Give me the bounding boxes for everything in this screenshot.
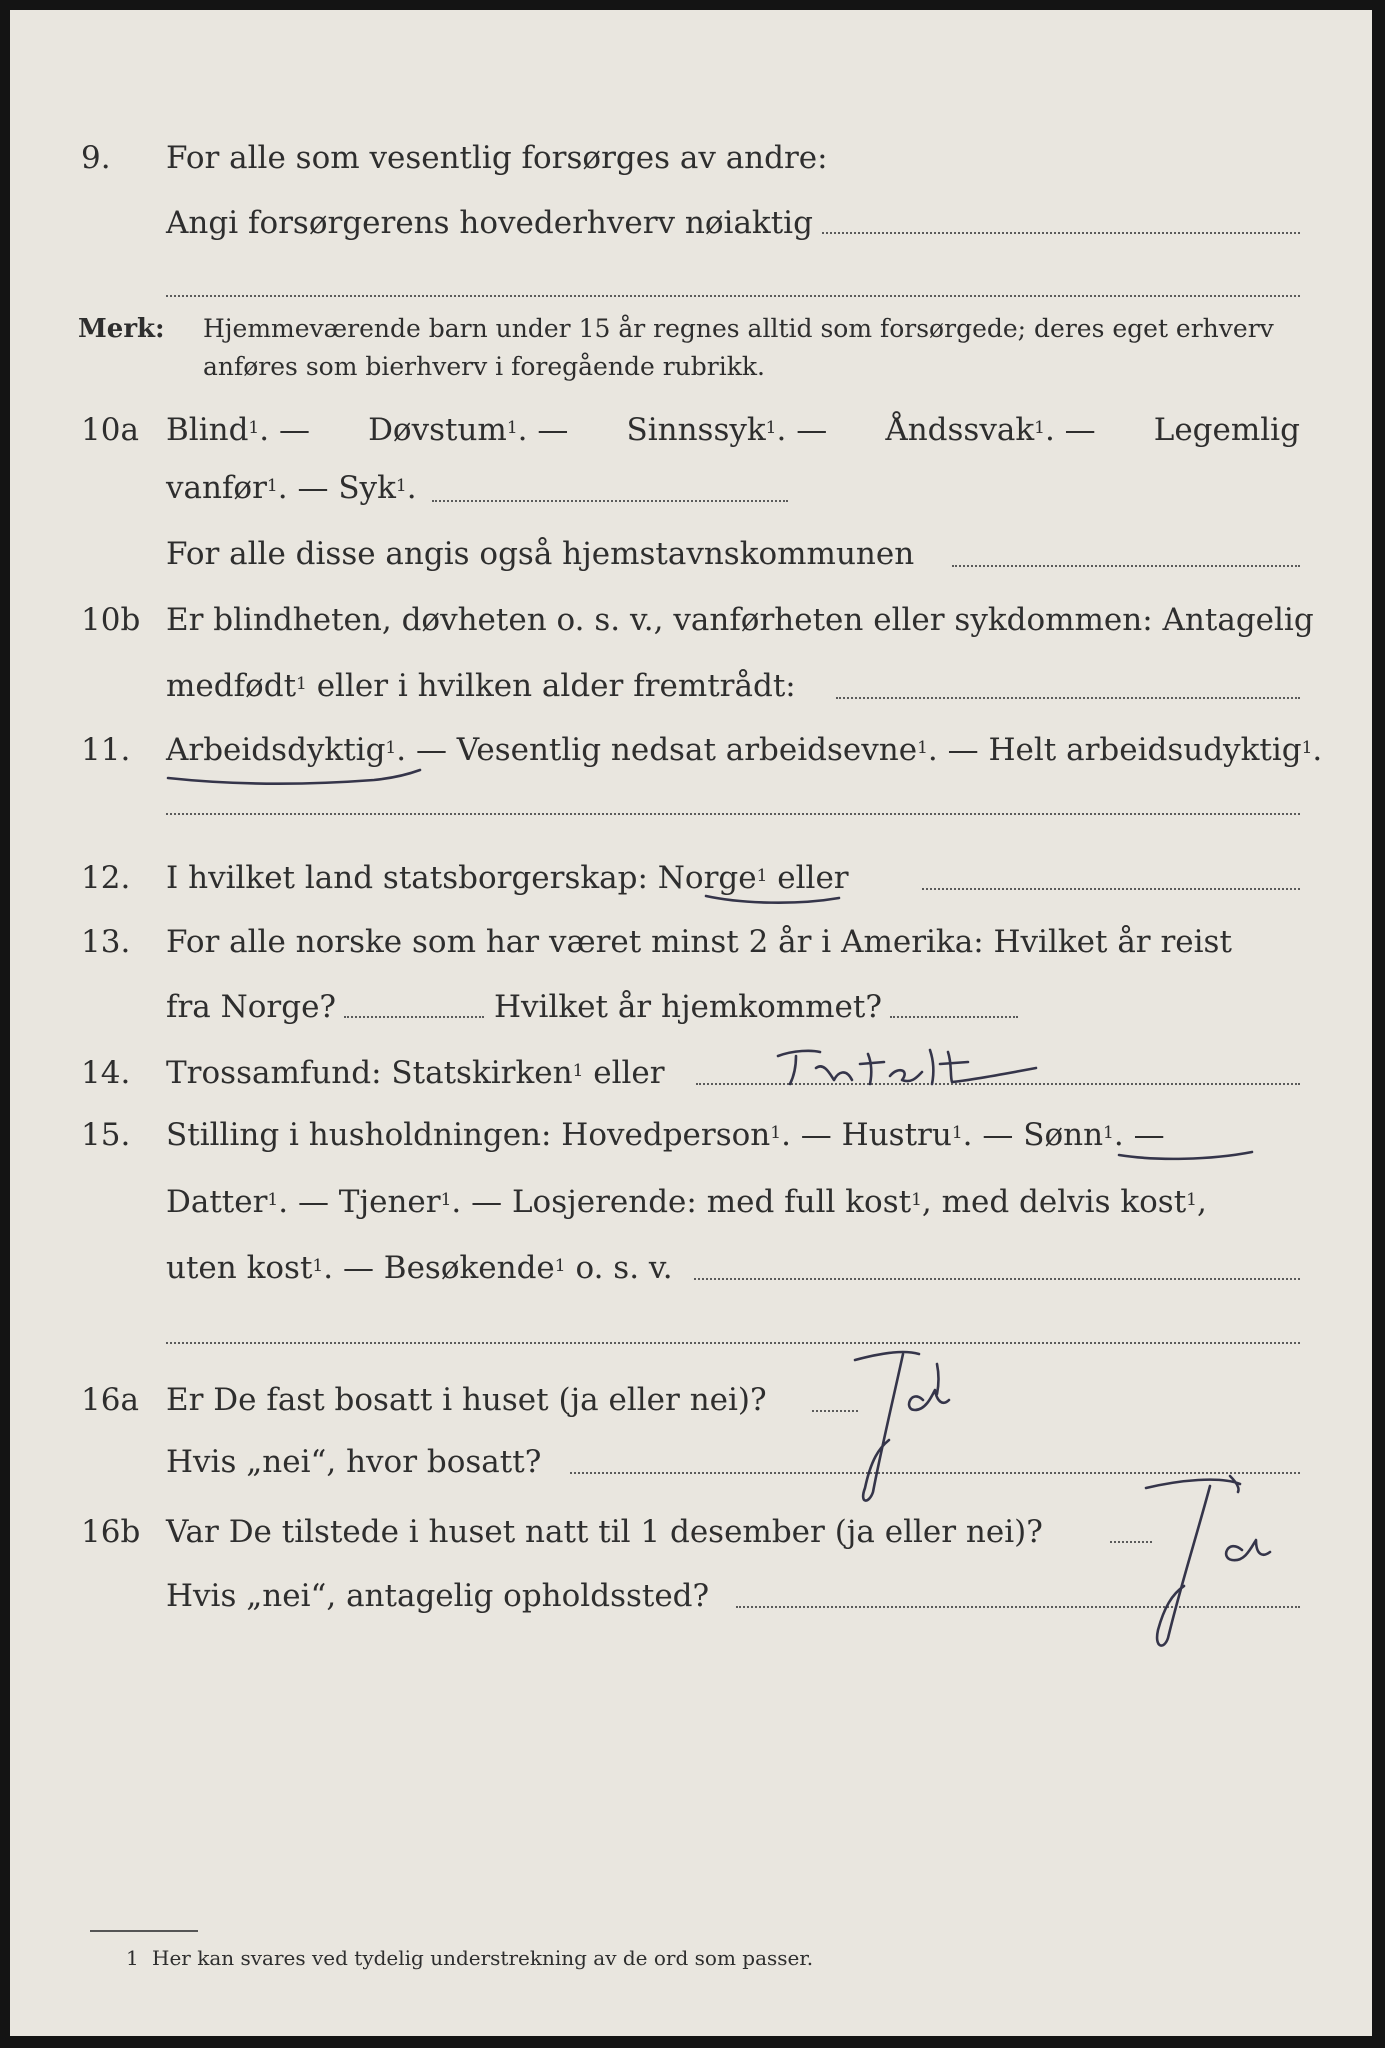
option-tjener[interactable]: . — Tjener xyxy=(278,1184,441,1220)
q15-line3: uten kost$^1$. — Besøkende$^1$ o. s. v. xyxy=(166,1250,673,1286)
q10a-line3: For alle disse angis også hjemstavnskommunen xyxy=(166,536,915,572)
option-sonn[interactable]: Sønn xyxy=(1023,1117,1104,1153)
q10a-line2: vanfør$^1$. — Syk$^1$. xyxy=(166,470,417,506)
q16b-handwritten-answer xyxy=(1110,1458,1310,1658)
option-udyktig[interactable]: . — Helt arbeidsudyktig xyxy=(927,732,1302,768)
q15-answer-line[interactable] xyxy=(694,1278,1300,1280)
q10b-number: 10b xyxy=(81,602,141,638)
q10a-syk-line[interactable] xyxy=(432,500,788,502)
option-blind[interactable]: Blind xyxy=(166,412,249,448)
q16b-line1: Var De tilstede i huset natt til 1 desember (ja eller nei)? xyxy=(166,1514,1043,1550)
option-delvis-kost[interactable]: , med delvis kost xyxy=(921,1184,1187,1220)
option-nedsat[interactable]: . — Vesentlig nedsat arbeidsevne xyxy=(396,732,918,768)
q13-hjemkommet-line[interactable] xyxy=(890,1016,1018,1018)
merk-line1: Hjemmeværende barn under 15 år regnes alltid som forsørgede; deres eget erhverv xyxy=(203,314,1274,343)
footnote-mark: 1 xyxy=(126,1946,139,1970)
q12-number: 12. xyxy=(81,860,131,896)
q15-line1: Stilling i husholdningen: Hovedperson$^1$. — Hustru$^1$. — Sønn$^1$. — xyxy=(166,1117,1165,1153)
option-medfodt[interactable]: medfødt xyxy=(166,668,297,704)
option-dovstum[interactable]: Døvstum xyxy=(368,412,507,448)
q12-underline-mark xyxy=(703,890,843,910)
q9-line1: For alle som vesentlig forsørges av andre: xyxy=(166,140,828,176)
option-arbeidsdyktig[interactable]: Arbeidsdyktig xyxy=(166,732,386,768)
footnote-rule xyxy=(90,1930,198,1932)
q11-line1: Arbeidsdyktig$^1$. — Vesentlig nedsat arbeidsevne$^1$. — Helt arbeidsudyktig$^1$. xyxy=(166,732,1323,768)
q11-number: 11. xyxy=(81,732,131,768)
merk-line2: anføres som bierhverv i foregående rubrikk. xyxy=(203,352,765,381)
q16b-line2: Hvis „nei“, antagelig opholdssted? xyxy=(166,1578,710,1614)
q10b-alder-line[interactable] xyxy=(836,697,1300,699)
q12-other-country-line[interactable] xyxy=(922,888,1300,890)
q12-line: I hvilket land statsborgerskap: Norge$^1$ eller xyxy=(166,860,849,896)
q13-reist-line[interactable] xyxy=(344,1016,484,1018)
q13-line1: For alle norske som har været minst 2 år i Amerika: Hvilket år reist xyxy=(166,924,1232,960)
q11-line-2[interactable] xyxy=(166,813,1300,815)
option-full-kost[interactable]: . — Losjerende: med full kost xyxy=(451,1184,912,1220)
q15-underline-mark xyxy=(1116,1146,1256,1166)
option-syk[interactable]: Syk xyxy=(338,470,396,506)
q15-line2: Datter$^1$. — Tjener$^1$. — Losjerende: med full kost$^1$, med delvis kost$^1$, xyxy=(166,1184,1207,1220)
q16a-line1: Er De fast bosatt i huset (ja eller nei)? xyxy=(166,1382,767,1418)
option-legemlig[interactable]: Legemlig xyxy=(1153,412,1300,448)
q10a-hjemstavn-line[interactable] xyxy=(952,565,1300,567)
option-vanfor[interactable]: vanfør xyxy=(166,470,267,506)
option-sinnssyk[interactable]: Sinnssyk xyxy=(626,412,766,448)
q10b-line2: medfødt$^1$ eller i hvilken alder fremtrådt: xyxy=(166,668,796,704)
q16a-number: 16a xyxy=(81,1382,139,1418)
q15-answer-line-2[interactable] xyxy=(166,1342,1300,1344)
footnote-text: Her kan svares ved tydelig understrekning av de ord som passer. xyxy=(152,1946,814,1970)
q9-answer-line-2[interactable] xyxy=(166,295,1300,297)
option-hovedperson[interactable]: Stilling i husholdningen: Hovedperson xyxy=(166,1117,771,1153)
q9-answer-line[interactable] xyxy=(822,232,1300,234)
q9-number: 9. xyxy=(81,140,111,176)
q16a-line2: Hvis „nei“, hvor bosatt? xyxy=(166,1444,542,1480)
option-uten-kost[interactable]: uten kost xyxy=(166,1250,313,1286)
option-andssvak[interactable]: Åndssvak xyxy=(885,412,1035,448)
q16a-handwritten-answer xyxy=(845,1340,985,1510)
option-hustru[interactable]: . — Hustru xyxy=(781,1117,952,1153)
q13-fra-norge: fra Norge? xyxy=(166,989,337,1025)
q13-number: 13. xyxy=(81,924,131,960)
q15-number: 15. xyxy=(81,1117,131,1153)
q13-hjemkommet: Hvilket år hjemkommet? xyxy=(494,989,882,1025)
q10a-number: 10a xyxy=(81,412,139,448)
option-norge[interactable]: Norge xyxy=(657,860,757,896)
q14-handwriting-strokes xyxy=(772,1044,1042,1090)
q14-number: 14. xyxy=(81,1055,131,1091)
option-besokende[interactable]: . — Besøkende xyxy=(323,1250,555,1286)
census-form-page xyxy=(10,10,1372,2036)
option-statskirken[interactable]: Statskirken xyxy=(391,1055,573,1091)
q10b-line1: Er blindheten, døvheten o. s. v., vanførheten eller sykdommen: Antagelig xyxy=(166,602,1314,638)
q16b-number: 16b xyxy=(81,1514,141,1550)
q9-line2: Angi forsørgerens hovederhverv nøiaktig xyxy=(166,205,813,241)
q10a-line1: Blind$^1$. — Døvstum$^1$. — Sinnssyk$^1$. — Åndssvak$^1$. — Legemlig xyxy=(166,412,1300,448)
q11-underline-mark xyxy=(164,762,424,788)
option-datter[interactable]: Datter xyxy=(166,1184,268,1220)
merk-label: Merk: xyxy=(78,314,165,344)
q14-line: Trossamfund: Statskirken$^1$ eller xyxy=(166,1055,665,1091)
